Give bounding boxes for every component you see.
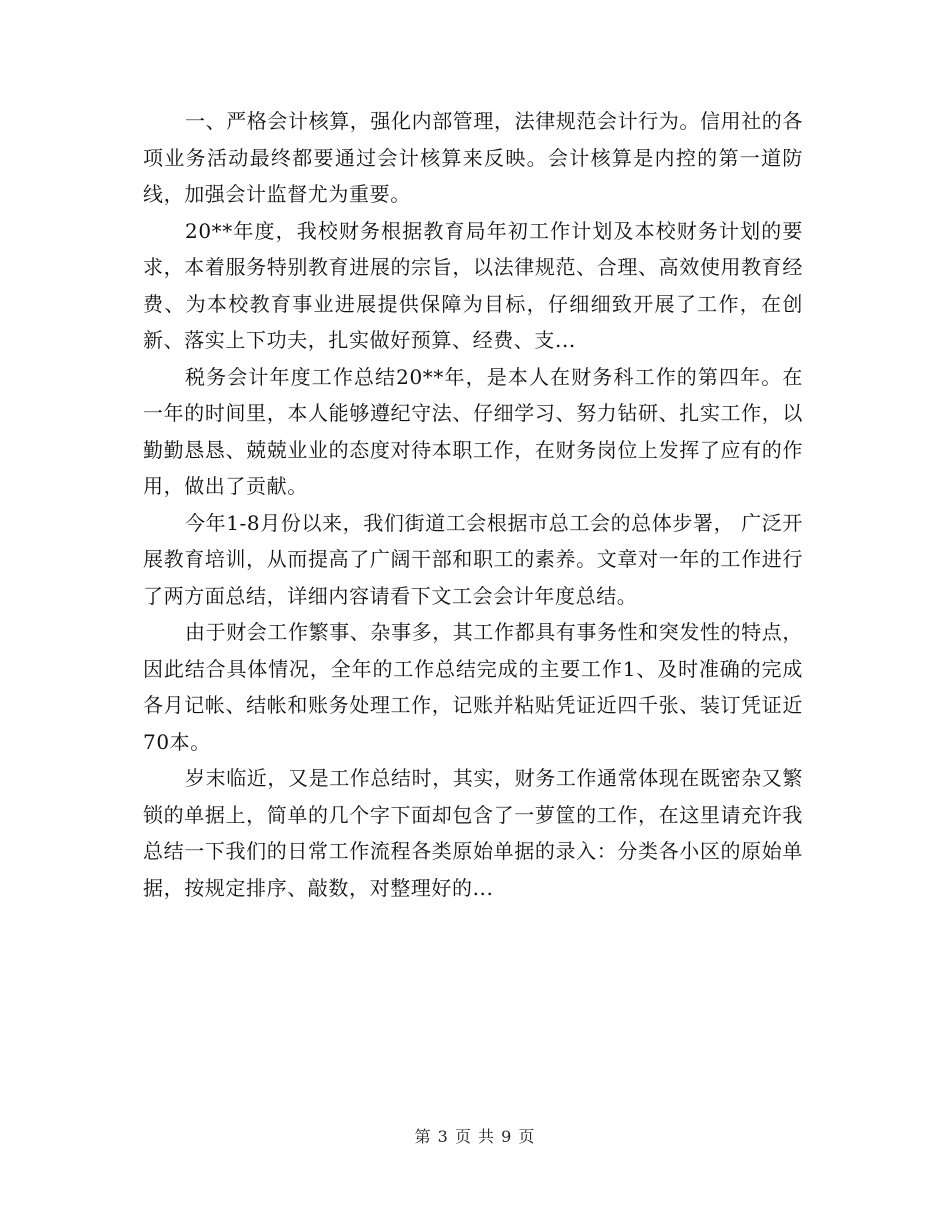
paragraph-3: 税务会计年度工作总结20**年，是本人在财务科工作的第四年。在一年的时间里，本人能够遵纪守法、仔细学习、努力钻研、扎实工作，以勤勤恳恳、兢兢业业的态度对待本职工作，在财务岗位上发挥了应有的作用，做出了贡献。 — [143, 364, 803, 498]
paragraph-2: 20**年度，我校财务根据教育局年初工作计划及本校财务计划的要求，本着服务特别教育进展的宗旨，以法律规范、合理、高效使用教育经费、为本校教育事业进展提供保障为目标，仔细细致开展了工作，在创新、落实上下功夫，扎实做好预算、经费、支... — [143, 218, 803, 352]
document-body — [143, 103, 803, 906]
paragraph-6: 岁末临近，又是工作总结时，其实，财务工作通常体现在既密杂又繁锁的单据上，简单的几个字下面却包含了一萝筐的工作，在这里请充许我总结一下我们的日常工作流程各类原始单据的录入：分类各小区的原始单据，按规定排序、敲数，对整理好的... — [143, 766, 803, 900]
paragraph-5: 由于财会工作繁事、杂事多，其工作都具有事务性和突发性的特点，因此结合具体情况，全年的工作总结完成的主要工作1、及时准确的完成各月记帐、结帐和账务处理工作，记账并粘贴凭证近四千张、装订凭证近70本。 — [143, 620, 803, 754]
page-number-footer: 第 3 页 共 9 页 — [414, 1127, 536, 1146]
paragraph-1: 一、严格会计核算，强化内部管理，法律规范会计行为。信用社的各项业务活动最终都要通过会计核算来反映。会计核算是内控的第一道防线，加强会计监督尤为重要。 — [143, 109, 803, 206]
paragraph-4: 今年1-8月份以来，我们街道工会根据市总工会的总体步署， 广泛开展教育培训，从而提高了广阔干部和职工的素养。文章对一年的工作进行了两方面总结，详细内容请看下文工会会计年度总结。 — [143, 510, 803, 608]
